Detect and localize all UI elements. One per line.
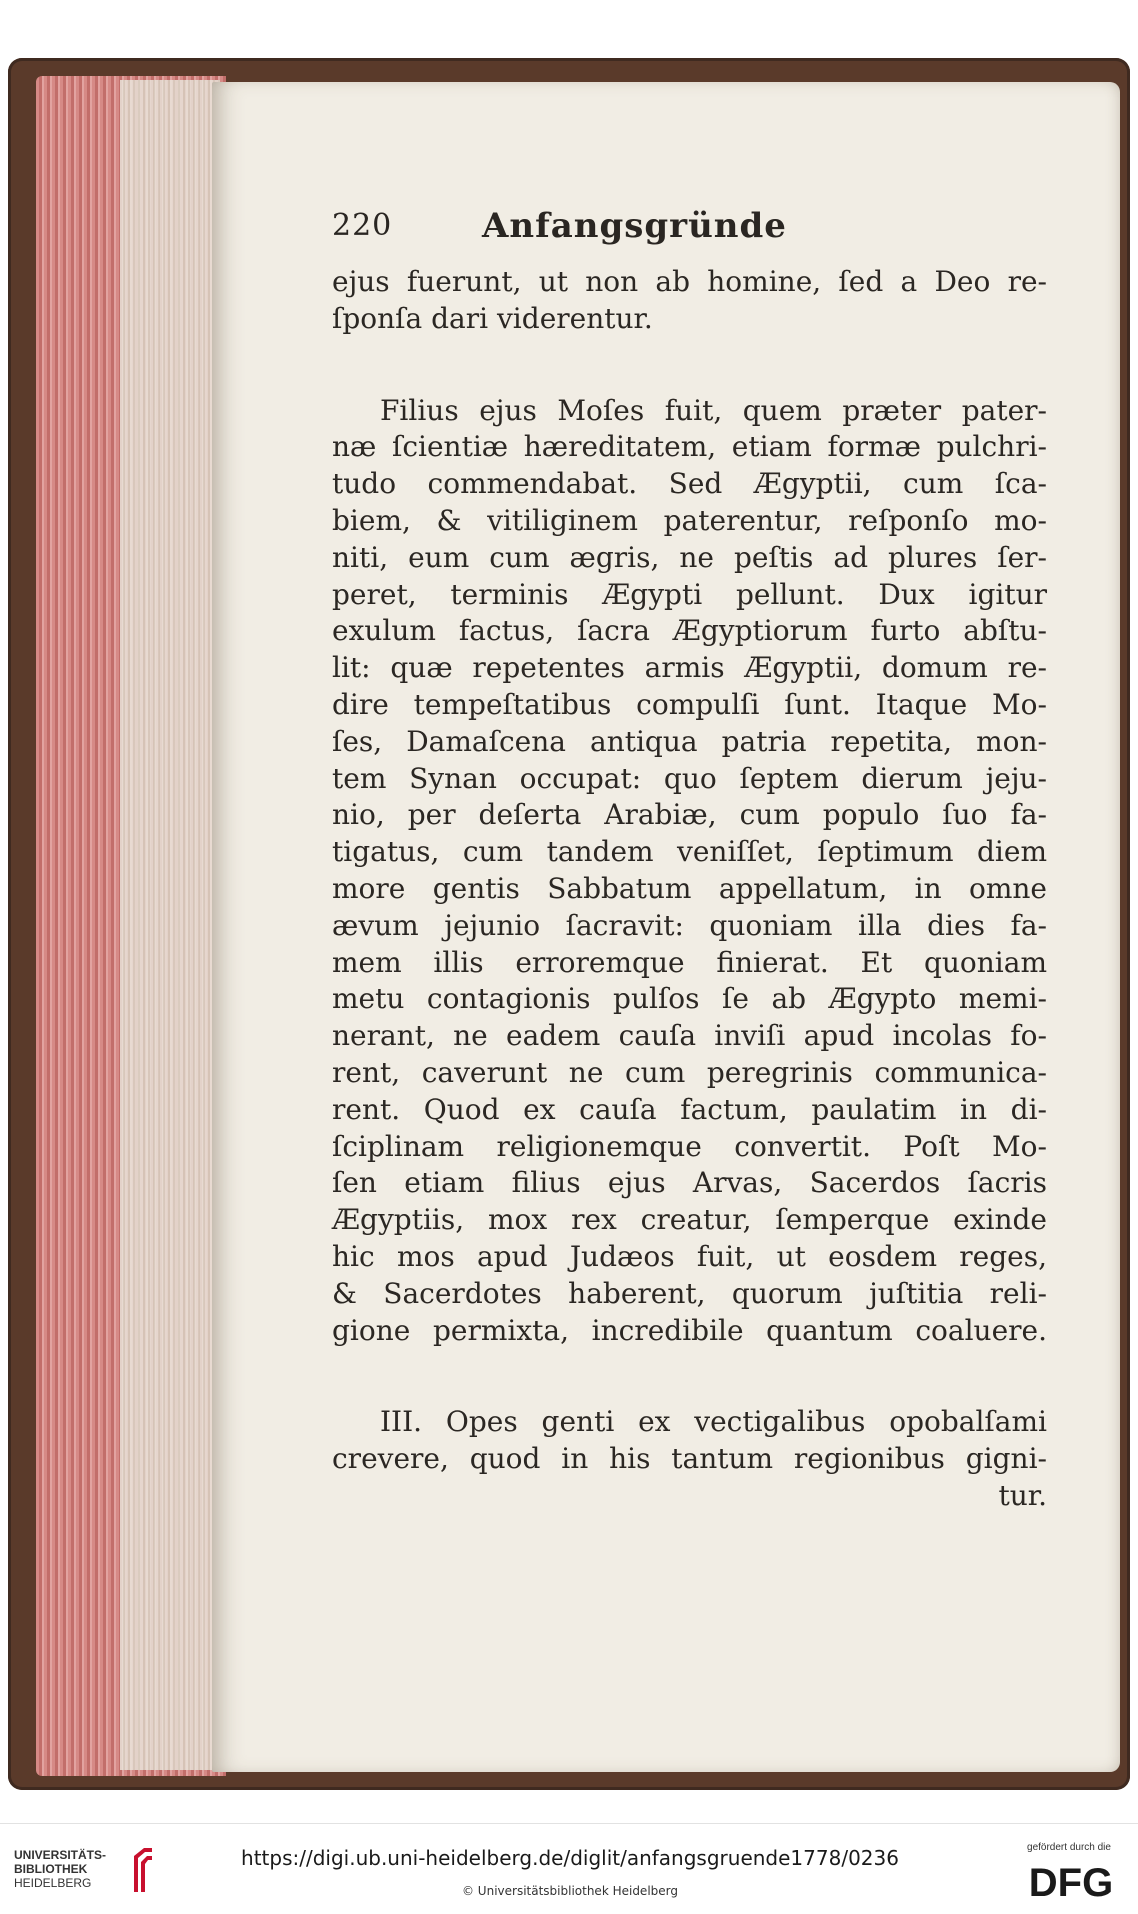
- text-line: Filius ejus Moſes fuit, quem præter pater-: [380, 393, 1047, 427]
- running-head: Anfangsgründe: [482, 206, 787, 246]
- body-text: [332, 264, 1047, 1515]
- text-line: næ ſcientiæ hæreditatem, etiam formæ pulchri-: [332, 430, 1047, 464]
- text-line: crevere, quod in his tantum regionibus gigni-: [332, 1442, 1047, 1476]
- text-line: lit: quæ repetentes armis Ægyptii, domum re-: [332, 651, 1047, 685]
- text-line: ſen etiam filius ejus Arvas, Sacerdos ſacris: [332, 1166, 1047, 1200]
- text-line: hic mos apud Judæos fuit, ut eosdem reges,: [332, 1239, 1047, 1273]
- text-line: exulum factus, ſacra Ægyptiorum furto abſtu-: [332, 614, 1047, 648]
- page-stack: [120, 80, 220, 1770]
- dfg-logo: [1016, 1858, 1126, 1902]
- page-number: 220: [332, 208, 393, 243]
- text-line: Ægyptiis, mox rex creatur, ſemperque exinde: [332, 1203, 1047, 1237]
- text-line: ſponſa dari viderentur.: [332, 301, 653, 335]
- text-line: peret, terminis Ægypti pellunt. Dux igitur: [332, 577, 1047, 611]
- text-line: ſes, Damaſcena antiqua patria repetita, mon-: [332, 724, 1047, 758]
- text-line: tem Synan occupat: quo ſeptem dierum jeju-: [332, 761, 1047, 795]
- text-line: nerant, ne eadem cauſa inviſi apud incolas fo-: [332, 1019, 1047, 1053]
- text-line: mem illis erroremque finierat. Et quoniam: [332, 945, 1047, 979]
- text-line: tudo commendabat. Sed Ægyptii, cum ſca-: [332, 467, 1047, 501]
- text-line: ſciplinam religionemque convertit. Poſt Mo-: [332, 1129, 1047, 1163]
- funding-note: gefördert durch die: [1027, 1842, 1111, 1853]
- footer: [0, 1823, 1138, 1914]
- institution-line: BIBLIOTHEK: [14, 1862, 88, 1876]
- page-header: [332, 206, 1052, 258]
- copyright-notice: © Universitätsbibliothek Heidelberg: [461, 1884, 678, 1898]
- library-logo-icon: [132, 1846, 154, 1894]
- institution-line: HEIDELBERG: [14, 1876, 92, 1890]
- text-line: ejus fuerunt, ut non ab homine, ſed a Deo re-: [332, 265, 1047, 298]
- institution-name: [14, 1848, 106, 1890]
- text-line: ævum jejunio ſacravit: quoniam illa dies fa-: [332, 908, 1047, 942]
- permalink-url[interactable]: https://digi.ub.uni-heidelberg.de/diglit/anfangsgruende1778/0236: [241, 1846, 899, 1870]
- text-line: rent, caverunt ne cum peregrinis communica-: [332, 1055, 1047, 1089]
- text-line: niti, eum cum ægris, ne peſtis ad plures ſer-: [332, 540, 1047, 574]
- text-line: III. Opes genti ex vectigalibus opobalſami: [380, 1405, 1047, 1439]
- text-line: rent. Quod ex cauſa factum, paulatim in di-: [332, 1092, 1047, 1126]
- text-line: biem, & vitiliginem paterentur, reſponſo mo-: [332, 503, 1047, 537]
- text-line: & Sacerdotes haberent, quorum juſtitia reli-: [332, 1276, 1047, 1310]
- text-line: dire tempeſtatibus compulſi ſunt. Itaque Mo-: [332, 687, 1047, 721]
- paragraph: [332, 264, 1047, 338]
- text-line: metu contagionis pulſos ſe ab Ægypto memi-: [332, 982, 1047, 1016]
- text-line: more gentis Sabbatum appellatum, in omne: [332, 871, 1047, 905]
- catchword: tur.: [998, 1478, 1047, 1512]
- paragraph: [332, 393, 1047, 1350]
- dfg-logo-text: DFG: [1028, 1861, 1114, 1902]
- text-line: gione permixta, incredibile quantum coaluere.: [332, 1313, 1047, 1347]
- text-line: tigatus, cum tandem veniſſet, ſeptimum diem: [332, 835, 1047, 869]
- institution-line: UNIVERSITÄTS-: [14, 1848, 107, 1862]
- text-line: nio, per deſerta Arabiæ, cum populo ſuo fa-: [332, 798, 1047, 832]
- paragraph: [332, 1404, 1047, 1514]
